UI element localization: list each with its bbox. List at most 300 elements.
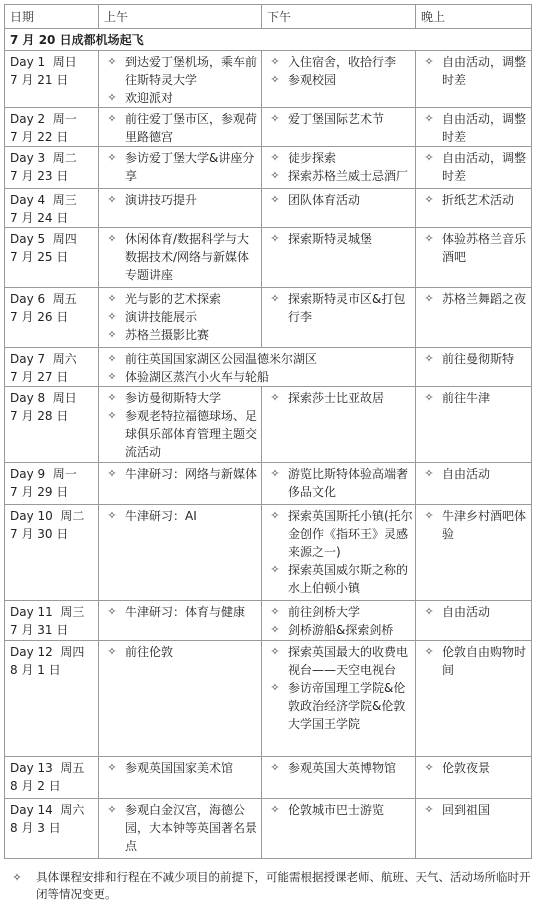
activity-text: 伦敦夜景 bbox=[442, 761, 491, 775]
afternoon-list bbox=[262, 799, 415, 819]
bullet-icon: ✧ bbox=[107, 232, 117, 245]
day-row bbox=[5, 288, 532, 348]
bullet-icon: ✧ bbox=[270, 169, 280, 182]
afternoon-cell bbox=[262, 799, 416, 859]
day-label-line bbox=[10, 110, 96, 128]
bullet-icon: ✧ bbox=[107, 328, 117, 341]
evening-cell bbox=[416, 108, 532, 147]
weekday: 周一 bbox=[52, 112, 77, 126]
calendar-date: 7 月 24 日 bbox=[10, 211, 69, 225]
list-item bbox=[99, 368, 413, 386]
day-label-line bbox=[10, 389, 96, 407]
list-item bbox=[416, 389, 529, 407]
morning-cell bbox=[99, 757, 262, 799]
activity-text: 参观白金汉宫，海德公园，大本钟等英国著名景点 bbox=[125, 803, 258, 853]
morning-cell bbox=[99, 147, 262, 189]
afternoon-cell bbox=[262, 463, 416, 505]
evening-cell bbox=[416, 147, 532, 189]
list-item bbox=[416, 110, 529, 146]
evening-list bbox=[416, 288, 531, 308]
date-cell bbox=[5, 601, 99, 641]
activity-text: 探索英国最大的收费电视台——天空电视台 bbox=[288, 645, 409, 677]
activity-text: 探索莎士比亚故居 bbox=[288, 391, 385, 405]
weekday: 周日 bbox=[52, 55, 77, 69]
afternoon-cell bbox=[262, 147, 416, 189]
list-item bbox=[99, 603, 259, 621]
evening-list bbox=[416, 51, 531, 89]
day-label-line bbox=[10, 53, 96, 71]
activity-text: 参访帝国理工学院&伦敦政治经济学院&伦敦大学国王学院 bbox=[288, 681, 406, 731]
calendar-date: 7 月 31 日 bbox=[10, 623, 69, 637]
weekday: 周四 bbox=[52, 232, 77, 246]
evening-list bbox=[416, 189, 531, 209]
morning-list bbox=[99, 387, 261, 461]
day-number: Day 3 bbox=[10, 151, 46, 165]
bullet-icon: ✧ bbox=[424, 467, 434, 480]
activity-text: 苏格兰舞蹈之夜 bbox=[442, 292, 527, 306]
itinerary-table-body bbox=[5, 5, 532, 859]
activity-text: 前往曼彻斯特 bbox=[442, 352, 515, 366]
date-cell bbox=[5, 799, 99, 859]
date-cell bbox=[5, 463, 99, 505]
evening-list bbox=[416, 147, 531, 185]
evening-cell bbox=[416, 757, 532, 799]
activity-text: 探索英国威尔斯之称的水上伯顿小镇 bbox=[288, 563, 409, 595]
evening-cell bbox=[416, 641, 532, 757]
day-number: Day 2 bbox=[10, 112, 46, 126]
evening-list bbox=[416, 387, 531, 407]
list-item bbox=[99, 308, 259, 326]
evening-list bbox=[416, 505, 531, 543]
list-item bbox=[416, 759, 529, 777]
date-cell bbox=[5, 348, 99, 387]
header-morning: 上午 bbox=[99, 5, 262, 29]
activity-text: 伦敦自由购物时间 bbox=[442, 645, 527, 677]
activity-text: 前往伦敦 bbox=[125, 645, 174, 659]
morning-list bbox=[99, 601, 261, 621]
list-item bbox=[416, 465, 529, 483]
activity-text: 剑桥游船&探索剑桥 bbox=[288, 623, 394, 637]
bullet-icon: ✧ bbox=[107, 310, 117, 323]
day-number: Day 10 bbox=[10, 509, 53, 523]
weekday: 周三 bbox=[60, 605, 85, 619]
date-cell bbox=[5, 147, 99, 189]
activity-text: 参访曼彻斯特大学 bbox=[125, 391, 222, 405]
header-row bbox=[5, 5, 532, 29]
bullet-icon: ✧ bbox=[270, 761, 280, 774]
date-cell bbox=[5, 189, 99, 228]
activity-text: 牛津研习：AI bbox=[125, 509, 197, 523]
list-item bbox=[99, 149, 259, 185]
list-item bbox=[99, 191, 259, 209]
afternoon-cell bbox=[262, 51, 416, 108]
afternoon-list bbox=[262, 228, 415, 248]
bullet-icon: ✧ bbox=[424, 292, 434, 305]
bullet-icon: ✧ bbox=[270, 391, 280, 404]
weekday: 周三 bbox=[52, 193, 77, 207]
departure-row bbox=[5, 29, 532, 51]
afternoon-list bbox=[262, 51, 415, 89]
list-item bbox=[99, 326, 259, 344]
day-row bbox=[5, 228, 532, 288]
activity-text: 欢迎派对 bbox=[125, 91, 174, 105]
calendar-date: 7 月 26 日 bbox=[10, 310, 69, 324]
day-number: Day 5 bbox=[10, 232, 46, 246]
header-date: 日期 bbox=[5, 5, 99, 29]
footnote-text: 具体课程安排和行程在不减少项目的前提下，可能需根据授课老师、航班、天气、活动场所临时开闭等情况变更。 bbox=[36, 870, 531, 901]
footnote-bullet-icon: ✧ bbox=[12, 871, 22, 884]
bullet-icon: ✧ bbox=[270, 645, 280, 658]
bullet-icon: ✧ bbox=[107, 370, 117, 383]
morning-list bbox=[99, 51, 261, 107]
footnote bbox=[4, 869, 531, 903]
list-item bbox=[262, 230, 413, 248]
list-item bbox=[262, 191, 413, 209]
full-day-list bbox=[99, 348, 415, 386]
day-row bbox=[5, 641, 532, 757]
activity-text: 探索斯特灵市区&打包行李 bbox=[288, 292, 406, 324]
list-item bbox=[99, 407, 259, 461]
evening-cell bbox=[416, 288, 532, 348]
bullet-icon: ✧ bbox=[107, 91, 117, 104]
evening-cell bbox=[416, 189, 532, 228]
header-evening: 晚上 bbox=[416, 5, 532, 29]
afternoon-cell bbox=[262, 757, 416, 799]
list-item bbox=[99, 230, 259, 284]
bullet-icon: ✧ bbox=[424, 352, 434, 365]
day-row bbox=[5, 348, 532, 387]
afternoon-cell bbox=[262, 288, 416, 348]
weekday: 周二 bbox=[52, 151, 77, 165]
evening-list bbox=[416, 108, 531, 146]
bullet-icon: ✧ bbox=[107, 112, 117, 125]
calendar-date: 8 月 1 日 bbox=[10, 663, 61, 677]
list-item bbox=[262, 167, 413, 185]
activity-text: 自由活动，调整时差 bbox=[442, 112, 527, 144]
morning-cell bbox=[99, 799, 262, 859]
evening-list bbox=[416, 799, 531, 819]
list-item bbox=[416, 801, 529, 819]
afternoon-list bbox=[262, 463, 415, 501]
weekday: 周一 bbox=[52, 467, 77, 481]
calendar-date: 7 月 21 日 bbox=[10, 73, 69, 87]
bullet-icon: ✧ bbox=[107, 352, 117, 365]
evening-list bbox=[416, 228, 531, 266]
weekday: 周日 bbox=[52, 391, 77, 405]
day-row bbox=[5, 189, 532, 228]
date-cell bbox=[5, 51, 99, 108]
day-label-line bbox=[10, 801, 96, 819]
bullet-icon: ✧ bbox=[424, 391, 434, 404]
day-label-line bbox=[10, 465, 96, 483]
evening-list bbox=[416, 757, 531, 777]
calendar-date: 8 月 3 日 bbox=[10, 821, 61, 835]
day-number: Day 13 bbox=[10, 761, 53, 775]
bullet-icon: ✧ bbox=[270, 193, 280, 206]
activity-text: 探索苏格兰威士忌酒厂 bbox=[288, 169, 409, 183]
morning-cell bbox=[99, 387, 262, 463]
calendar-date: 7 月 25 日 bbox=[10, 250, 69, 264]
bullet-icon: ✧ bbox=[424, 803, 434, 816]
day-number: Day 1 bbox=[10, 55, 46, 69]
calendar-date: 7 月 30 日 bbox=[10, 527, 69, 541]
date-cell bbox=[5, 288, 99, 348]
bullet-icon: ✧ bbox=[107, 292, 117, 305]
weekday: 周六 bbox=[60, 803, 85, 817]
morning-cell bbox=[99, 641, 262, 757]
morning-list bbox=[99, 147, 261, 185]
bullet-icon: ✧ bbox=[270, 623, 280, 636]
bullet-icon: ✧ bbox=[270, 232, 280, 245]
morning-list bbox=[99, 189, 261, 209]
list-item bbox=[262, 110, 413, 128]
list-item bbox=[99, 759, 259, 777]
bullet-icon: ✧ bbox=[424, 193, 434, 206]
activity-text: 参观老特拉福德球场、足球俱乐部体育管理主题交流活动 bbox=[125, 409, 258, 459]
activity-text: 前往牛津 bbox=[442, 391, 491, 405]
list-item bbox=[416, 149, 529, 185]
bullet-icon: ✧ bbox=[107, 151, 117, 164]
afternoon-list bbox=[262, 505, 415, 597]
afternoon-list bbox=[262, 108, 415, 128]
list-item bbox=[99, 643, 259, 661]
bullet-icon: ✧ bbox=[107, 645, 117, 658]
activity-text: 光与影的艺术探索 bbox=[125, 292, 222, 306]
date-cell bbox=[5, 228, 99, 288]
weekday: 周五 bbox=[60, 761, 85, 775]
evening-cell bbox=[416, 505, 532, 601]
list-item bbox=[262, 621, 413, 639]
bullet-icon: ✧ bbox=[424, 645, 434, 658]
evening-list bbox=[416, 641, 531, 679]
calendar-date: 7 月 27 日 bbox=[10, 370, 69, 384]
calendar-date: 7 月 28 日 bbox=[10, 409, 69, 423]
list-item bbox=[99, 465, 259, 483]
activity-text: 参观校园 bbox=[288, 73, 337, 87]
afternoon-list bbox=[262, 757, 415, 777]
weekday: 周六 bbox=[52, 352, 77, 366]
day-label-line bbox=[10, 643, 96, 661]
calendar-date: 7 月 22 日 bbox=[10, 130, 69, 144]
afternoon-cell bbox=[262, 601, 416, 641]
day-number: Day 12 bbox=[10, 645, 53, 659]
day-label-line bbox=[10, 350, 96, 368]
morning-cell bbox=[99, 108, 262, 147]
list-item bbox=[99, 507, 259, 525]
list-item bbox=[262, 53, 413, 71]
activity-text: 徒步探索 bbox=[288, 151, 337, 165]
activity-text: 折纸艺术活动 bbox=[442, 193, 515, 207]
list-item bbox=[262, 290, 413, 326]
afternoon-cell bbox=[262, 108, 416, 147]
activity-text: 苏格兰摄影比赛 bbox=[125, 328, 210, 342]
activity-text: 回到祖国 bbox=[442, 803, 491, 817]
list-item bbox=[416, 643, 529, 679]
activity-text: 团队体育活动 bbox=[288, 193, 361, 207]
morning-cell bbox=[99, 228, 262, 288]
list-item bbox=[262, 679, 413, 733]
bullet-icon: ✧ bbox=[270, 73, 280, 86]
list-item bbox=[262, 643, 413, 679]
day-number: Day 7 bbox=[10, 352, 46, 366]
morning-cell bbox=[99, 505, 262, 601]
header-afternoon: 下午 bbox=[262, 5, 416, 29]
activity-text: 参观英国大英博物馆 bbox=[288, 761, 397, 775]
bullet-icon: ✧ bbox=[270, 605, 280, 618]
morning-list bbox=[99, 757, 261, 777]
calendar-date: 8 月 2 日 bbox=[10, 779, 61, 793]
day-row bbox=[5, 108, 532, 147]
afternoon-cell bbox=[262, 641, 416, 757]
day-number: Day 8 bbox=[10, 391, 46, 405]
list-item bbox=[416, 191, 529, 209]
afternoon-list bbox=[262, 189, 415, 209]
bullet-icon: ✧ bbox=[107, 605, 117, 618]
day-label-line bbox=[10, 149, 96, 167]
afternoon-list bbox=[262, 147, 415, 185]
activity-text: 入住宿舍，收拾行李 bbox=[288, 55, 397, 69]
bullet-icon: ✧ bbox=[424, 55, 434, 68]
evening-list bbox=[416, 348, 531, 368]
day-row bbox=[5, 505, 532, 601]
bullet-icon: ✧ bbox=[107, 803, 117, 816]
activity-text: 体验湖区蒸汽小火车与轮船 bbox=[125, 370, 270, 384]
list-item bbox=[416, 53, 529, 89]
activity-text: 前往英国国家湖区公园温德米尔湖区 bbox=[125, 352, 318, 366]
full-day-cell bbox=[99, 348, 416, 387]
activity-text: 演讲技巧提升 bbox=[125, 193, 198, 207]
date-cell bbox=[5, 757, 99, 799]
list-item bbox=[262, 389, 413, 407]
list-item bbox=[99, 801, 259, 855]
list-item bbox=[416, 290, 529, 308]
morning-list bbox=[99, 505, 261, 525]
activity-text: 体验苏格兰音乐酒吧 bbox=[442, 232, 527, 264]
activity-text: 探索英国斯托小镇(托尔金创作《指环王》灵感来源之一) bbox=[288, 509, 413, 559]
evening-list bbox=[416, 601, 531, 621]
evening-cell bbox=[416, 228, 532, 288]
day-number: Day 6 bbox=[10, 292, 46, 306]
bullet-icon: ✧ bbox=[270, 509, 280, 522]
activity-text: 探索斯特灵城堡 bbox=[288, 232, 373, 246]
bullet-icon: ✧ bbox=[107, 761, 117, 774]
calendar-date: 7 月 23 日 bbox=[10, 169, 69, 183]
day-number: Day 14 bbox=[10, 803, 53, 817]
list-item bbox=[416, 350, 529, 368]
afternoon-list bbox=[262, 641, 415, 733]
morning-cell bbox=[99, 601, 262, 641]
day-row bbox=[5, 601, 532, 641]
afternoon-list bbox=[262, 387, 415, 407]
afternoon-cell bbox=[262, 228, 416, 288]
morning-list bbox=[99, 463, 261, 483]
activity-text: 自由活动，调整时差 bbox=[442, 151, 527, 183]
list-item bbox=[262, 561, 413, 597]
activity-text: 前往爱丁堡市区，参观荷里路德宫 bbox=[125, 112, 258, 144]
bullet-icon: ✧ bbox=[270, 55, 280, 68]
afternoon-list bbox=[262, 601, 415, 639]
afternoon-cell bbox=[262, 189, 416, 228]
activity-text: 游览比斯特体验高端奢侈品文化 bbox=[288, 467, 409, 499]
day-number: Day 11 bbox=[10, 605, 53, 619]
day-row bbox=[5, 387, 532, 463]
list-item bbox=[416, 230, 529, 266]
activity-text: 爱丁堡国际艺术节 bbox=[288, 112, 385, 126]
day-label-line bbox=[10, 759, 96, 777]
afternoon-cell bbox=[262, 387, 416, 463]
weekday: 周五 bbox=[52, 292, 77, 306]
evening-list bbox=[416, 463, 531, 483]
activity-text: 牛津乡村酒吧体验 bbox=[442, 509, 527, 541]
list-item bbox=[99, 53, 259, 89]
bullet-icon: ✧ bbox=[270, 467, 280, 480]
list-item bbox=[99, 290, 259, 308]
bullet-icon: ✧ bbox=[424, 509, 434, 522]
list-item bbox=[99, 110, 259, 146]
itinerary-table bbox=[4, 4, 532, 859]
day-label-line bbox=[10, 230, 96, 248]
list-item bbox=[262, 507, 413, 561]
morning-list bbox=[99, 641, 261, 661]
bullet-icon: ✧ bbox=[107, 55, 117, 68]
day-number: Day 4 bbox=[10, 193, 46, 207]
day-row bbox=[5, 51, 532, 108]
morning-list bbox=[99, 108, 261, 146]
day-row bbox=[5, 147, 532, 189]
activity-text: 参观英国国家美术馆 bbox=[125, 761, 234, 775]
morning-list bbox=[99, 799, 261, 855]
activity-text: 到达爱丁堡机场，乘车前往斯特灵大学 bbox=[125, 55, 258, 87]
day-label-line bbox=[10, 603, 96, 621]
bullet-icon: ✧ bbox=[270, 803, 280, 816]
morning-cell bbox=[99, 189, 262, 228]
day-row bbox=[5, 757, 532, 799]
activity-text: 自由活动 bbox=[442, 605, 491, 619]
activity-text: 前往剑桥大学 bbox=[288, 605, 361, 619]
day-row bbox=[5, 463, 532, 505]
list-item bbox=[262, 759, 413, 777]
day-label-line bbox=[10, 191, 96, 209]
bullet-icon: ✧ bbox=[107, 391, 117, 404]
bullet-icon: ✧ bbox=[424, 112, 434, 125]
list-item bbox=[416, 507, 529, 543]
bullet-icon: ✧ bbox=[107, 467, 117, 480]
activity-text: 自由活动，调整时差 bbox=[442, 55, 527, 87]
bullet-icon: ✧ bbox=[270, 151, 280, 164]
list-item bbox=[99, 89, 259, 107]
activity-text: 参访爱丁堡大学&讲座分享 bbox=[125, 151, 255, 183]
weekday: 周四 bbox=[60, 645, 85, 659]
list-item bbox=[99, 389, 259, 407]
list-item bbox=[262, 149, 413, 167]
date-cell bbox=[5, 387, 99, 463]
departure-text: 7 月 20 日成都机场起飞 bbox=[5, 29, 532, 51]
day-label-line bbox=[10, 290, 96, 308]
list-item bbox=[262, 603, 413, 621]
list-item bbox=[99, 350, 413, 368]
list-item bbox=[262, 71, 413, 89]
activity-text: 牛津研习：网络与新媒体 bbox=[125, 467, 258, 481]
date-cell bbox=[5, 641, 99, 757]
activity-text: 演讲技能展示 bbox=[125, 310, 198, 324]
bullet-icon: ✧ bbox=[107, 409, 117, 422]
bullet-icon: ✧ bbox=[270, 292, 280, 305]
morning-list bbox=[99, 288, 261, 344]
bullet-icon: ✧ bbox=[270, 112, 280, 125]
evening-cell bbox=[416, 387, 532, 463]
list-item bbox=[416, 603, 529, 621]
afternoon-list bbox=[262, 288, 415, 326]
